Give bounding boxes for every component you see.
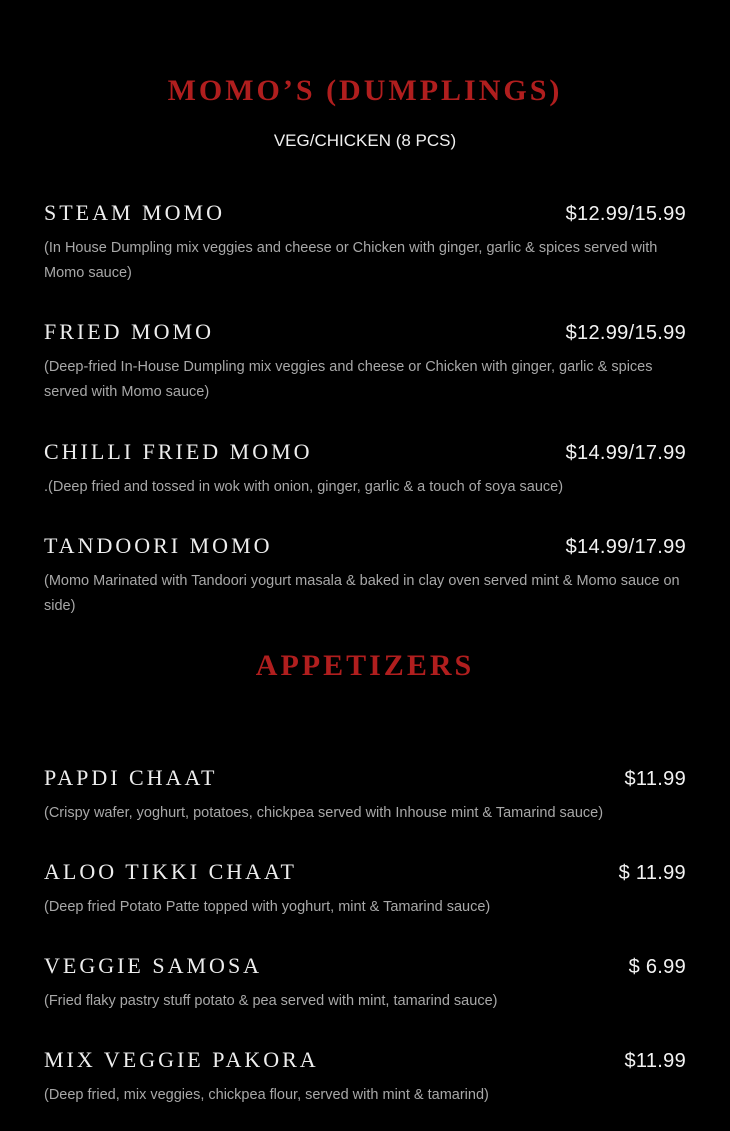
item-description: (In House Dumpling mix veggies and cheese or Chicken with ginger, garlic & spices served with Momo sauce) <box>44 240 658 281</box>
item-name: PAPDI CHAAT <box>44 765 218 790</box>
menu-item-tandoori-momo <box>44 533 686 619</box>
item-description: (Momo Marinated with Tandoori yogurt masala & baked in clay oven served mint & Momo sauce on side) <box>44 573 680 614</box>
item-price: $14.99/17.99 <box>565 442 686 464</box>
item-description: (Crispy wafer, yoghurt, potatoes, chickpea served with Inhouse mint & Tamarind sauce) <box>44 805 604 821</box>
item-description: (Deep-fried In-House Dumpling mix veggies and cheese or Chicken with ginger, garlic & spices served with Momo sauce) <box>44 359 653 400</box>
menu-item-chilli-fried-momo <box>44 439 686 500</box>
item-description: (Deep fried, mix veggies, chickpea flour, served with mint & tamarind) <box>44 1087 489 1103</box>
momos-subtitle: VEG/CHICKEN (8 PCS) <box>273 131 457 150</box>
item-name: VEGGIE SAMOSA <box>44 953 263 978</box>
item-name: ALOO TIKKI CHAAT <box>44 859 297 884</box>
menu-item-papdi-chaat <box>44 765 686 826</box>
appetizers-section-title: APPETIZERS <box>255 649 475 682</box>
item-name: FRIED MOMO <box>44 319 214 344</box>
item-price: $ 11.99 <box>618 862 686 884</box>
menu-item-fried-momo <box>44 319 686 405</box>
menu-item-aloo-tikki-chaat <box>44 859 686 920</box>
menu-item-mix-veggie-pakora <box>44 1047 686 1108</box>
item-name: MIX VEGGIE PAKORA <box>44 1047 319 1072</box>
item-price: $11.99 <box>624 768 686 790</box>
item-price: $12.99/15.99 <box>565 322 686 344</box>
item-description: .(Deep fried and tossed in wok with onion, ginger, garlic & a touch of soya sauce) <box>44 479 564 495</box>
item-price: $12.99/15.99 <box>565 203 686 225</box>
item-price: $11.99 <box>624 1050 686 1072</box>
item-name: CHILLI FRIED MOMO <box>44 439 313 464</box>
item-description: (Fried flaky pastry stuff potato & pea served with mint, tamarind sauce) <box>44 993 498 1009</box>
momos-section-title: MOMO’S (DUMPLINGS) <box>167 74 563 107</box>
item-name: STEAM MOMO <box>44 200 225 225</box>
menu-item-steam-momo <box>44 200 686 286</box>
item-name: TANDOORI MOMO <box>44 533 273 558</box>
item-price: $ 6.99 <box>628 956 686 978</box>
menu-item-veggie-samosa <box>44 953 686 1014</box>
item-description: (Deep fried Potato Patte topped with yoghurt, mint & Tamarind sauce) <box>44 899 491 915</box>
item-price: $14.99/17.99 <box>565 536 686 558</box>
